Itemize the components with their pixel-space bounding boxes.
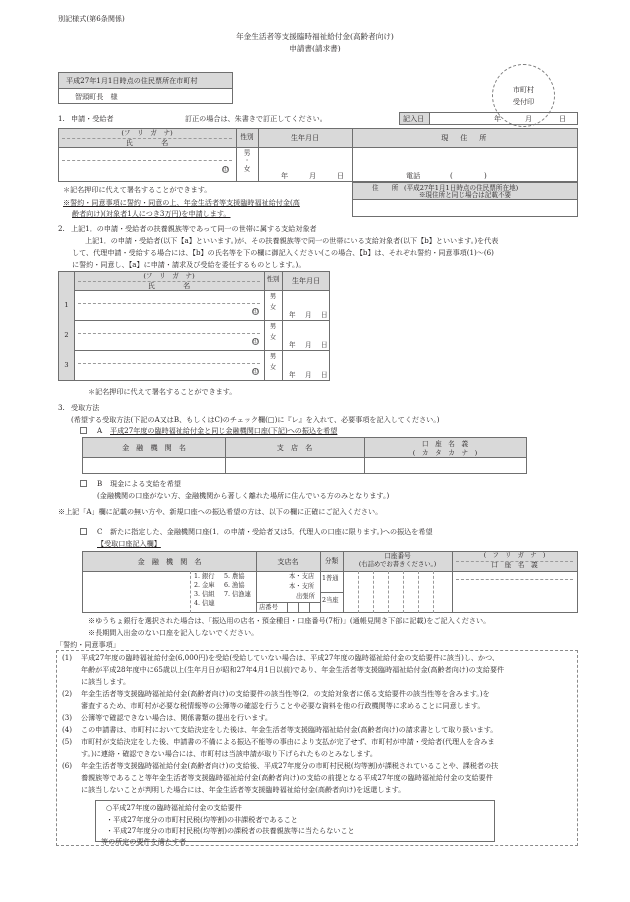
- dependents-row1-female[interactable]: 女: [269, 304, 277, 311]
- section2-body-line2: して、代理申請・受給する場合には、【b】の氏名等を下の欄に御記入ください(この場合、【b】は、それぞれ誓約・同意事項(1)～(6): [72, 248, 494, 257]
- option-a-label: 平成27年度の臨時福祉給付金と同じ金融機関口座(下記)への振込を希望: [110, 426, 338, 435]
- dependents-row3-seal[interactable]: 印: [253, 369, 259, 375]
- option-c-branch-no-cell3: [309, 602, 310, 613]
- dependents-row3-female[interactable]: 女: [269, 364, 277, 371]
- entry-date-label: 記入日: [403, 114, 425, 123]
- account-digit-sep-5: [418, 571, 419, 613]
- applicant-phone-label: 電話: [406, 171, 421, 180]
- option-c-bank-type-2[interactable]: 2. 金庫: [194, 582, 215, 589]
- option-c-bank-type-divider: [190, 571, 191, 613]
- pledge-item-5-line1: 市町村が支給決定をした後、申請書の不備による振込不能等の事由により支払が完了せず、市町村が申請・受給者(代理人を含みま: [81, 737, 495, 746]
- entry-date-day[interactable]: 日: [559, 114, 567, 123]
- section1-number: 1.: [58, 114, 65, 123]
- receipt-seal-line1: 市町村: [512, 84, 535, 94]
- section3-footnote1: ※ゆうちょ銀行を選択された場合は、「振込用の店名・預金種目・口座番号(7桁)」(通帳見開き下部に記載)をご記入ください。: [88, 616, 491, 625]
- applicant-birth-day[interactable]: 日: [337, 171, 345, 180]
- section3-footnote2: ※長期間入出金のない口座を記入しないでください。: [88, 628, 259, 637]
- option-c-branch-no-label: 店番号: [259, 604, 278, 611]
- option-c-branch-kind-2[interactable]: 本・支所: [289, 583, 315, 590]
- municipality-divider: [58, 88, 233, 89]
- applicant-birthdate-header: 生年月日: [290, 133, 320, 142]
- pledge-item-6-line3: に該当しないことが判明した場合には、年金生活者等支援臨時福祉給付金(高齢者向け)を返還します。: [81, 785, 406, 794]
- form-title-line1: 年金生活者等支援臨時福祉給付金(高齢者向け): [236, 32, 394, 41]
- dependents-row1-seal[interactable]: 印: [253, 309, 259, 315]
- dependents-row1-name-rule: [78, 303, 260, 304]
- requirements-title: ○平成27年度の臨時福祉給付金の支給要件: [106, 803, 242, 812]
- option-a-header-divider: [82, 457, 527, 458]
- pledge-item-2-line2: 審査するため、市町村が必要な税情報等の公簿等の確認を行うことや必要な資料を他の行政機関等に求めることに同意します。: [81, 701, 485, 710]
- option-c-col-number-left: [343, 551, 344, 613]
- dependents-row-index-3: 3: [64, 361, 69, 369]
- account-digit-sep-3: [388, 571, 389, 613]
- pledge-item-1-number: (1): [62, 653, 73, 662]
- dependents-row2-month[interactable]: 月: [305, 341, 312, 349]
- entry-date-divider: [429, 112, 430, 125]
- section2-body-line3: に誓約・同意し、【a】に申請・請求及び受給を委任するものとします。)。: [72, 260, 306, 269]
- requirements-bullet-1: ・平成27年度分の市町村民税(均等割)の非課税者であること: [106, 815, 298, 824]
- applicant-note-signature: ＊記名押印に代えて署名することができます。: [63, 185, 212, 194]
- dependents-row3-name-rule: [78, 363, 260, 364]
- option-c-col-holder-left: [452, 551, 453, 613]
- dependents-row2-female[interactable]: 女: [269, 334, 277, 341]
- pledge-item-6-line1: 年金生活者等支援臨時福祉給付金(高齢者向け)の支給後、平成27年度分の市町村民税(均等割)が課税されていることや、課税者の扶: [81, 761, 499, 770]
- section3-notice: ※上記「A」欄に記載の無い方や、新規口座への振込希望の方は、以下の欄に正確にご記入ください。: [58, 507, 383, 516]
- option-c-type-header: 分類: [324, 557, 339, 565]
- option-c-subtitle: 【受取口座記入欄】: [97, 539, 161, 548]
- municipality-header: 平成27年1月1日時点の住民票所在市町村: [66, 76, 198, 85]
- option-c-branch-no-divider: [256, 602, 320, 603]
- municipality-value[interactable]: 智頭町長 様: [75, 92, 118, 101]
- option-c-branch-kind-3[interactable]: 出張所: [296, 593, 315, 600]
- dependents-col-birth-left: [282, 271, 283, 381]
- dependents-row3-male[interactable]: 男: [269, 353, 277, 360]
- dependents-name-label: 氏 名: [147, 281, 191, 290]
- dependents-header-divider: [58, 290, 330, 291]
- dependents-row2-divider: [58, 350, 330, 351]
- option-c-deposit-type-2[interactable]: 2当座: [322, 597, 339, 604]
- dependents-row3-day[interactable]: 日: [321, 371, 328, 379]
- applicant-header-divider: [58, 147, 578, 148]
- applicant-gender-female[interactable]: 女: [243, 165, 251, 173]
- option-c-branch-header: 支店名: [277, 557, 299, 566]
- section3-heading: 受取方法: [71, 403, 100, 412]
- option-a-holder-header-line2: ( カ タ カ ナ ): [412, 449, 478, 457]
- checkbox-option-c[interactable]: [80, 528, 87, 535]
- pledge-item-1-line3: に該当します。: [81, 677, 131, 686]
- option-c-deposit-divider: [320, 592, 343, 593]
- section1-heading: 申請・受給者: [71, 114, 114, 123]
- option-c-bank-header: 金 融 機 関 名: [137, 557, 202, 566]
- checkbox-option-a[interactable]: [80, 427, 87, 434]
- applicant-address-header: 現 住 所: [441, 133, 489, 142]
- pledge-title: 「誓約・同意事項」: [56, 640, 120, 649]
- option-c-deposit-type-1[interactable]: 1普通: [322, 575, 339, 582]
- account-digit-sep-1: [358, 571, 359, 613]
- option-b-label: 現金による支給を希望: [110, 479, 181, 488]
- pledge-item-6-number: (6): [62, 761, 73, 770]
- dependents-row2-name-rule: [78, 333, 260, 334]
- option-c-letter: C: [97, 527, 103, 536]
- option-c-label: 新たに指定した、金融機関口座(1．の申請・受給者又は5．代理人の口座に限ります。)への振込を希望: [110, 527, 433, 536]
- dependents-row2-seal[interactable]: 印: [253, 339, 259, 345]
- dependents-row1-month[interactable]: 月: [305, 311, 312, 319]
- option-c-bank-type-6[interactable]: 6. 漁協: [224, 582, 245, 589]
- pledge-item-2-number: (2): [62, 689, 73, 698]
- section2-body-line1: 上記1．の申請・受給者(以下【a】といいます。)が、その扶養親族等で同一の世帯にいる支給対象者(以下【b】といいます。)を代表: [85, 236, 499, 245]
- dependents-row2-male[interactable]: 男: [269, 323, 277, 330]
- receipt-seal-line2: 受付印: [512, 96, 535, 106]
- pledge-item-4-line1: この申請書は、市町村において支給決定をした後は、年金生活者等支援臨時福祉給付金(高齢者向け)の請求書として取り扱います。: [81, 725, 498, 734]
- account-digit-sep-2: [373, 571, 374, 613]
- entry-date-month[interactable]: 月: [525, 114, 533, 123]
- option-c-holder-header-line1: ( フ リ ガ ナ ): [483, 552, 546, 559]
- applicant-note-pledge-line1: ※誓約・同意事項に誓約・同意の上、年金生活者等支援臨時福祉給付金(高: [63, 198, 300, 207]
- applicant-furigana-label: (フ リ ガ ナ): [121, 129, 173, 137]
- dependents-row2-year[interactable]: 年: [289, 341, 296, 349]
- pledge-item-5-number: (5): [62, 737, 73, 746]
- dependents-note-signature: ＊記名押印に代えて署名することができます。: [88, 387, 237, 396]
- entry-date-year[interactable]: 年: [494, 114, 502, 123]
- option-c-account-no-header-line2: (右詰めでお書きください。): [358, 561, 437, 568]
- applicant-seal-mark[interactable]: 印: [223, 167, 229, 173]
- option-b-note: (金融機関の口座がない方、金融機関から著しく離れた場所に住んでいる方のみとなります。): [97, 491, 390, 500]
- checkbox-option-b[interactable]: [80, 480, 87, 487]
- option-a-holder-header-line1: 口 座 名 義: [421, 440, 469, 448]
- applicant-phone-open: (: [450, 171, 453, 180]
- option-c-bank-type-5[interactable]: 5. 農協: [224, 573, 245, 580]
- option-a-branch-header: 支 店 名: [276, 443, 313, 452]
- applicant-gender-header: 性別: [240, 133, 254, 141]
- option-c-branch-no-cell2: [298, 602, 299, 613]
- registered-address-paren: (平成27年1月1日時点の住民票所在地): [404, 184, 519, 192]
- form-title-line2: 申請書(請求書): [289, 44, 341, 53]
- pledge-item-3-line1: 公簿等で確認できない場合は、関係書類の提出を行います。: [81, 713, 272, 722]
- option-a-col-branch-left: [225, 437, 226, 474]
- dependents-furigana-label: (フ リ ガ ナ): [143, 272, 195, 280]
- section3-instruction: (希望する受取方法(下記のA又はB、もしくはC)のチェック欄(□)に『レ』を入れて、必要事項を記入してください。): [71, 415, 440, 424]
- option-c-holder-header-rule: [456, 561, 573, 562]
- dependents-gender-header: 性別: [266, 276, 280, 283]
- applicant-note-pledge-line2: 齢者向け)(対象者1人につき3万円)を申請します。: [72, 209, 231, 218]
- applicant-name-rule: [62, 160, 232, 161]
- section2-number: 2.: [58, 224, 65, 233]
- dependents-col-index-right: [74, 271, 75, 381]
- dependents-row3-year[interactable]: 年: [289, 371, 296, 379]
- applicant-birth-year[interactable]: 年: [281, 171, 289, 180]
- option-c-holder-header-line2: 口 座 名 義: [491, 561, 538, 569]
- pledge-item-3-number: (3): [62, 713, 73, 722]
- option-c-bank-type-3[interactable]: 3. 信組: [194, 591, 215, 598]
- account-digit-sep-6: [433, 571, 434, 613]
- dependents-furigana-rule: [78, 281, 260, 282]
- dependents-row3-month[interactable]: 月: [305, 371, 312, 379]
- registered-address-divider: [352, 199, 578, 200]
- option-c-account-no-header-line1: 口座番号: [384, 552, 411, 560]
- option-a-letter: A: [97, 426, 103, 435]
- section2-heading: 上記1．の申請・受給者の扶養親族等であって同一の世帯に属する支給対象者: [71, 224, 317, 233]
- option-a-bank-header: 金 融 機 関 名: [122, 443, 186, 452]
- option-c-bank-type-4[interactable]: 4. 信連: [194, 600, 215, 607]
- dependents-row1-day[interactable]: 日: [321, 311, 328, 319]
- applicant-phone-close: ): [484, 171, 487, 180]
- dependents-row1-divider: [58, 320, 330, 321]
- applicant-gender-male[interactable]: 男: [243, 149, 251, 157]
- pledge-item-6-line2: 養親族等であること等年金生活者等支援臨時福祉給付金(高齢者向け)の支給の前提となる平成27年度の臨時福祉給付金の支給要件: [81, 773, 493, 782]
- option-c-bank-type-1[interactable]: 1. 銀行: [194, 573, 215, 580]
- dependents-birthdate-header: 生年月日: [291, 276, 321, 285]
- section1-correction-note: 訂正の場合は、朱書きで訂正してください。: [185, 114, 327, 123]
- pledge-item-1-line2: 年齢が平成28年度中に65歳以上(生年月日が昭和27年4月1日以前)であり、年金生活者等支援臨時福祉給付金(高齢者向け)の支給要件: [81, 665, 505, 674]
- dependents-row-index-2: 2: [64, 331, 69, 339]
- pledge-item-1-line1: 平成27年度の臨時福祉給付金(6,000円)を受給(受給していない場合は、平成27年度の臨時福祉給付金の支給要件に該当)し、かつ、: [81, 653, 500, 662]
- requirements-footer: 等の所定の要件を満たす者: [101, 837, 187, 846]
- option-c-bank-type-7[interactable]: 7. 信漁連: [224, 591, 251, 598]
- pledge-item-4-number: (4): [62, 725, 73, 734]
- option-c-branch-kind-1[interactable]: 本・支店: [289, 573, 315, 580]
- dependents-row2-day[interactable]: 日: [321, 341, 328, 349]
- account-digit-sep-4: [403, 571, 404, 613]
- applicant-name-label: 氏 名: [125, 138, 169, 147]
- option-b-letter: B: [97, 479, 103, 488]
- form-code: 別記様式(第6条関係): [58, 14, 125, 23]
- registered-address-sub: ※現住所と同じ場合は記載不要: [418, 191, 512, 199]
- option-c-holder-body-rule: [456, 579, 573, 580]
- dependents-row-index-1: 1: [64, 301, 69, 309]
- dependents-row1-male[interactable]: 男: [269, 293, 277, 300]
- pledge-item-5-line2: す。)に連絡・確認できない場合には、市町村は当該申請が取り下げられたものとみなします。: [81, 749, 378, 758]
- applicant-birth-month[interactable]: 月: [309, 171, 317, 180]
- applicant-gender-separator: ・: [244, 158, 250, 164]
- dependents-row1-year[interactable]: 年: [289, 311, 296, 319]
- pledge-item-2-line1: 年金生活者等支援臨時福祉給付金(高齢者向け)の支給要件の該当性等(2．の支給対象者に係る支給要件の該当性等を含みます。)を: [81, 689, 490, 698]
- option-c-header-divider: [82, 571, 578, 572]
- registered-address-label: 住 所: [372, 184, 399, 192]
- option-c-branch-no-cell1: [287, 602, 288, 613]
- section3-number: 3.: [58, 403, 65, 412]
- requirements-bullet-2: ・平成27年度分の市町村民税(均等割)の課税者の扶養親族等に当たらないこと: [106, 826, 355, 835]
